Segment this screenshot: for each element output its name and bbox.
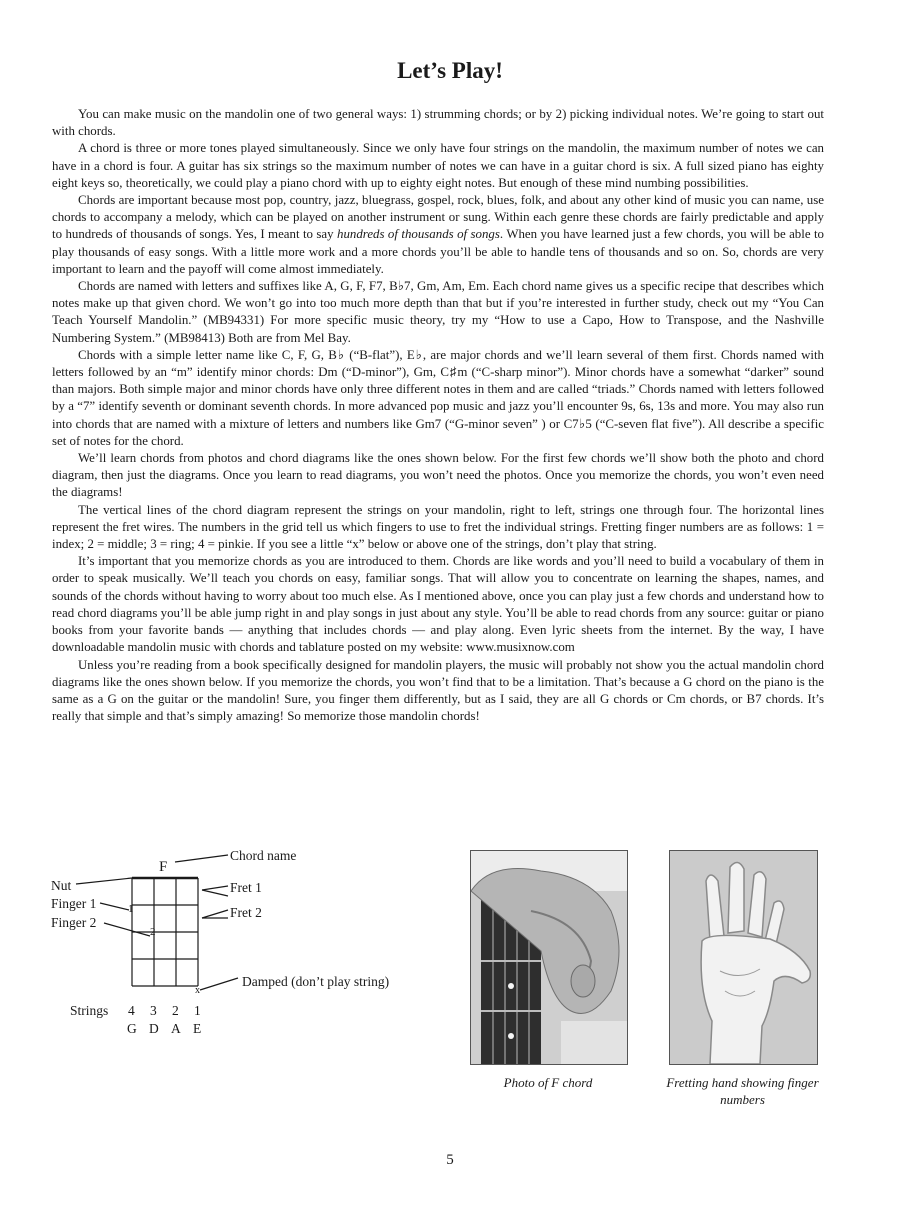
string-number: 2 — [172, 1003, 179, 1018]
paragraph: Chords with a simple letter name like C, F, G, B♭ (“B-flat”), E♭, are major chords and we’ll learn several of them first. Chords named with letters followed by an “m” identify minor chords: Dm (“D-minor”), Gm, C♯m (“C-sharp minor”). Minor chords have a somewhat “darker” sound than majors. Both simple major and minor chords have only three different notes in them and are called “triads.” Chords named with letters followed by a “7” identify seventh or dominant seventh chords. In more advanced pop music and jazz you’ll encounter 9s, 6s, 13s and more. You may also run into chords that are named with a mixture of letters and numbers like Gm7 (“G-minor seven” ) or C7♭5 (“C-seven flat five”). All describe a specific set of notes for the chord. — [52, 347, 824, 448]
string-note: D — [149, 1021, 159, 1036]
paragraph: It’s important that you memorize chords as you are introduced to them. Chords are like words and you’ll need to build a vocabulary of them in order to speak musically. We’ll teach you chords on easy, familiar songs. That will allow you to concentrate on learning the shapes, names, and sounds of the chords without having to worry about too much else. As I mentioned above, once you can play just a few chords and understand how to read chord diagrams you’ll be able jump right in and play songs in just about any style. You’ll be able to read chords from any source: guitar or piano books from your favorite bands — anything that includes chords — and play along. Even lyric sheets from the internet. By the way, I have downloadable mandolin music with chords and tablature posted on my website: www.musixnow.com — [52, 554, 824, 655]
chord-diagram-lines — [40, 840, 440, 1050]
label-finger1: Finger 1 — [51, 896, 97, 911]
chord-photo — [470, 850, 628, 1065]
string-number: 4 — [128, 1003, 135, 1018]
chord-letter: F — [159, 859, 168, 875]
chord-diagram — [40, 840, 440, 1050]
page-title: Let’s Play! — [397, 58, 503, 83]
label-fret1: Fret 1 — [230, 880, 262, 895]
body-text — [52, 106, 824, 725]
string-number: 1 — [194, 1003, 201, 1018]
hand-photo-drawing — [670, 851, 817, 1064]
string-note: G — [127, 1021, 137, 1036]
caption-chord-photo: Photo of F chord — [503, 1075, 593, 1090]
paragraph: A chord is three or more tones played simultaneously. Since we only have four strings on the mandolin, the maximum number of notes we can have in a chord is four. A guitar has six strings so the maximum number of notes we can have in a guitar chord is six. A full sized piano has eighty eight keys so, theoretically, we could play a piano chord with up to eighty eight notes. But enough of these mind numbing possibilities. — [52, 141, 824, 190]
string-note: A — [171, 1021, 181, 1036]
label-nut: Nut — [51, 878, 72, 893]
chord-photo-drawing — [471, 851, 627, 1064]
paragraph: Unless you’re reading from a book specifically designed for mandolin players, the music will probably not show you the actual mandolin chord diagrams like the ones shown below. If you memorize the chords, you won’t find that to be a limitation. That’s because a G chord on the piano is the same as a G on the guitar or the mandolin! Sure, you finger them differently, but as I said, they are all G chords or Cm chords, or B7 chords. It’s really that simple and that’s simply amazing! So memorize those mandolin chords! — [52, 657, 824, 724]
finger-number: 1 — [128, 903, 134, 915]
page-number: 5 — [446, 1152, 454, 1168]
label-chord-name: Chord name — [230, 848, 297, 863]
paragraph: The vertical lines of the chord diagram represent the strings on your mandolin, right to left, strings one through four. The horizontal lines represent the fret wires. The numbers in the grid tell us which fingers to use to fret the individual strings. Fretting finger numbers are as follows: 1 = index; 2 = middle; 3 = ring; 4 = pinkie. If you see a little “x” below or above one of the strings, don’t play that string. — [52, 502, 824, 552]
hand-photo — [669, 850, 818, 1065]
label-strings: Strings — [70, 1003, 109, 1018]
paragraph: Chords are named with letters and suffixes like A, G, F, F7, B♭7, Gm, Am, Em. Each chord name gives us a specific recipe that describes which notes make up that given chord. We won’t go into too much more depth than that but if you’re interested in further study, check out my “You Can Teach Yourself Mandolin.” (MB94331) For more specific music theory, try my “How to use a Capo, How to Transpose, and the Nashville Numbering System.” (MB98413) Both are from Mel Bay. — [52, 279, 824, 345]
label-damped: Damped (don’t play string) — [242, 974, 390, 989]
label-finger2: Finger 2 — [51, 915, 97, 930]
string-number: 3 — [150, 1003, 157, 1018]
string-note: E — [193, 1021, 202, 1036]
label-fret2: Fret 2 — [230, 905, 262, 920]
damped-mark: x — [195, 985, 200, 996]
caption-hand-photo: Fretting hand showing finger numbers — [666, 1075, 819, 1107]
finger-number: 2 — [150, 926, 156, 938]
paragraph: You can make music on the mandolin one of two general ways: 1) strumming chords; or by 2) picking individual notes. We’re going to start out with chords. — [52, 107, 824, 139]
paragraph: We’ll learn chords from photos and chord diagrams like the ones shown below. For the first few chords we’ll show both the photo and chord diagram, then just the diagrams. Once you learn to read diagrams, you won’t need the photos. Once you memorize the chords, you won’t even need the diagrams! — [52, 451, 824, 500]
paragraph: Chords are important because most pop, country, jazz, bluegrass, gospel, rock, blues, folk, and about any other kind of music you can name, use chords to accompany a melody, which can be played on another instrument or sung. Within each genre these chords are fairly predictable and apply to hundreds of thousands of songs. Yes, I meant to say hundreds of thousands of songs. When you have learned just a few chords, you will be able to play thousands of easy songs. With a little more work and a more chords you’ll be able to handle tens of thousands and so on. So, chords are very important to learn and the payoff will come almost immediately. — [52, 193, 825, 276]
emphasis: hundreds of thousands of songs — [337, 227, 500, 242]
